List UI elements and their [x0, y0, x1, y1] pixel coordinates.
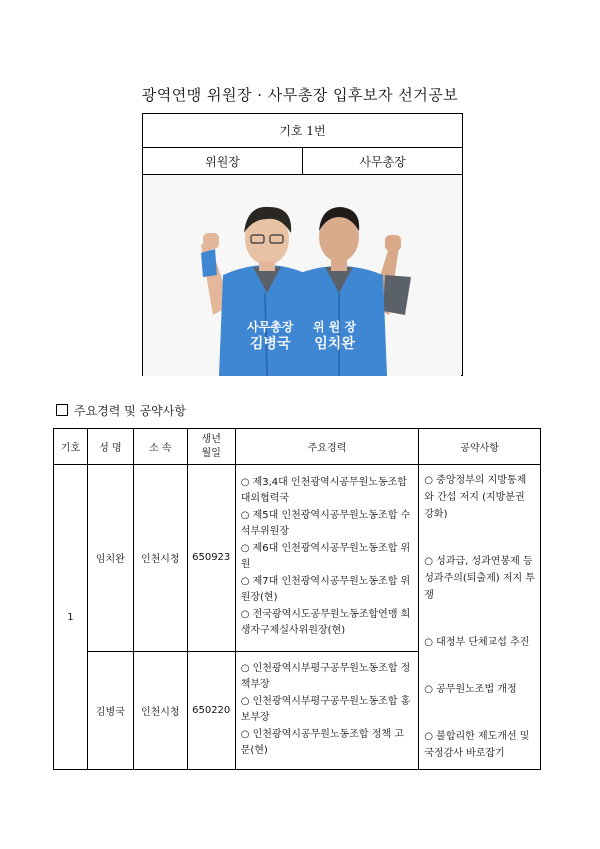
header-pledges: 공약사항	[419, 429, 541, 465]
checkbox-square-icon	[56, 404, 68, 416]
section-heading-text: 주요경력 및 공약사항	[74, 404, 186, 418]
candidate-affiliation: 인천시청	[133, 465, 187, 652]
candidate-name: 임치완	[87, 465, 133, 652]
candidate-birth: 650923	[187, 465, 235, 652]
pledge-item: ○ 성과급, 성과연봉제 등 성과주의(퇴출제) 저지 투쟁	[424, 556, 536, 601]
right-caption-name: 임치완	[314, 336, 355, 352]
career-item: ○ 제7대 인천광역시공무원노동조합 위원장(현)	[240, 576, 411, 604]
pledge-item: ○ 공무원노조법 개정	[424, 684, 517, 695]
header-number: 기호	[54, 429, 88, 465]
page-title: 광역연맹 위원장 · 사무총장 입후보자 선거공보	[141, 86, 459, 104]
left-caption-name: 김병국	[249, 336, 291, 352]
candidate-photo	[143, 175, 462, 376]
role-chairman: 위원장	[143, 148, 303, 174]
pledges-cell	[419, 465, 541, 770]
table-header-row	[54, 429, 541, 465]
left-caption-role: 사무총장	[247, 320, 294, 334]
career-item: ○ 제5대 인천광역시공무원노동조합 수석부위원장	[240, 510, 411, 538]
career-cell	[235, 465, 419, 652]
group-number: 1	[54, 465, 88, 770]
section-heading	[56, 402, 186, 419]
header-name: 성 명	[87, 429, 133, 465]
left-person-caption	[247, 319, 293, 353]
right-person-caption	[313, 319, 356, 353]
table-row	[54, 465, 541, 652]
candidate-number: 기호 1번	[143, 114, 462, 148]
career-item: ○ 인천광역시부평구공무원노동조합 정책부장	[240, 662, 411, 690]
pledge-item: ○ 대정부 단체교섭 추진	[424, 637, 530, 648]
career-pledge-table	[53, 428, 541, 770]
pledge-item: ○ 중앙정부의 지방통제와 간섭 저지 (지방분권 강화)	[424, 475, 527, 520]
candidate-birth: 650220	[187, 651, 235, 769]
candidate-photo-illustration	[143, 175, 461, 376]
candidate-name: 김병국	[87, 651, 133, 769]
career-item: ○ 전국광역시도공무원노동조합연맹 희생자구제실사위원장(현)	[240, 609, 411, 637]
header-career: 주요경력	[235, 429, 419, 465]
right-caption-role: 위 원 장	[313, 320, 357, 334]
header-affiliation: 소 속	[133, 429, 187, 465]
career-item: ○ 인천광역시공무원노동조합 정책 고문(현)	[240, 728, 404, 756]
pledge-item: ○ 불합리한 제도개선 및 국정감사 바로잡기	[424, 731, 530, 759]
candidate-roles	[143, 148, 462, 175]
header-birth: 생년 월일	[187, 429, 235, 465]
career-cell	[235, 651, 419, 769]
candidate-affiliation: 인천시청	[133, 651, 187, 769]
career-item: ○ 제6대 인천광역시공무원노동조합 위원	[240, 543, 411, 571]
career-item: ○ 제3,4대 인천광역시공무원노동조합 대외협력국	[240, 477, 407, 505]
candidate-box	[142, 113, 463, 376]
role-secretary-general: 사무총장	[359, 154, 406, 169]
career-item: ○ 인천광역시부평구공무원노동조합 홍보부장	[240, 695, 411, 723]
